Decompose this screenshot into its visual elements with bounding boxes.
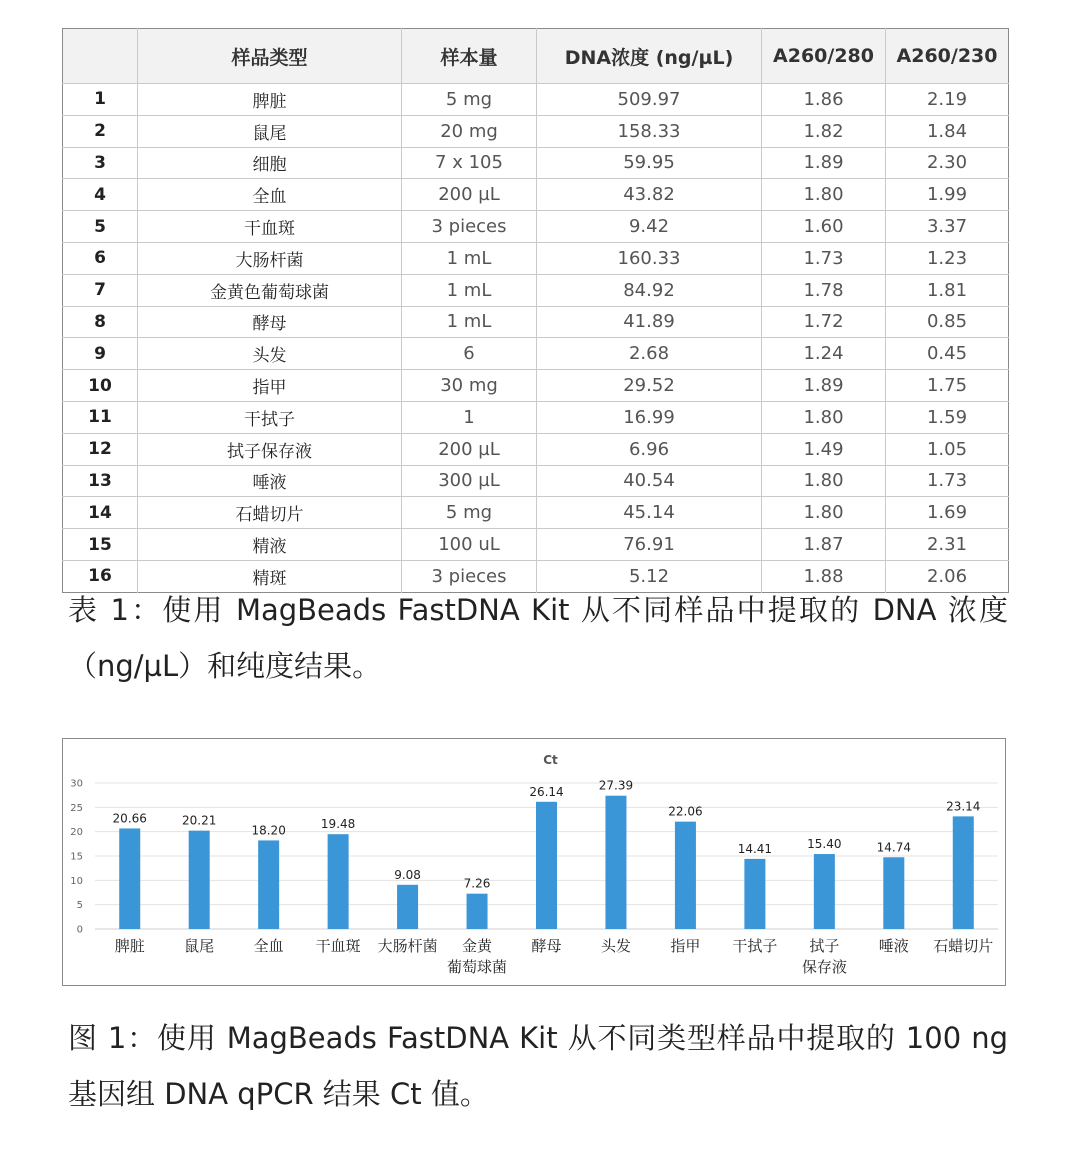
- cell-sample-amount: 1 mL: [402, 306, 537, 338]
- data-label: 19.48: [320, 817, 356, 832]
- cell-index: 3: [63, 147, 138, 179]
- cell-a260-230: 1.81: [886, 274, 1009, 306]
- cell-sample-type: 脾脏: [138, 84, 402, 116]
- y-tick-label: 30: [70, 778, 83, 790]
- cell-a260-280: 1.72: [762, 306, 886, 338]
- data-label: 14.41: [737, 841, 773, 856]
- category-label: 葡萄球菌: [447, 958, 508, 976]
- cell-sample-amount: 1 mL: [402, 242, 537, 274]
- category-label: 指甲: [670, 937, 701, 955]
- cell-a260-230: 1.05: [886, 433, 1009, 465]
- cell-index: 7: [63, 274, 138, 306]
- cell-a260-280: 1.89: [762, 370, 886, 402]
- table-row: [63, 338, 1009, 370]
- cell-a260-230: 1.59: [886, 401, 1009, 433]
- category-label: 干血斑: [315, 937, 361, 955]
- bar: [467, 894, 488, 929]
- cell-a260-230: 2.19: [886, 84, 1009, 116]
- chart-canvas: [63, 739, 1007, 987]
- table-row: [63, 242, 1009, 274]
- cell-sample-amount: 200 µL: [402, 179, 537, 211]
- bar: [814, 854, 835, 929]
- cell-dna-concentration: 5.12: [537, 560, 762, 592]
- cell-a260-280: 1.80: [762, 179, 886, 211]
- cell-a260-230: 0.85: [886, 306, 1009, 338]
- cell-a260-280: 1.88: [762, 560, 886, 592]
- table-row: [63, 147, 1009, 179]
- table-row: [63, 497, 1009, 529]
- cell-a260-280: 1.82: [762, 115, 886, 147]
- table-row: [63, 401, 1009, 433]
- data-label: 9.08: [394, 867, 421, 882]
- cell-sample-type: 头发: [138, 338, 402, 370]
- y-tick-label: 10: [70, 875, 83, 887]
- table-row: [63, 433, 1009, 465]
- y-tick-label: 20: [70, 827, 83, 839]
- cell-dna-concentration: 2.68: [537, 338, 762, 370]
- cell-dna-concentration: 6.96: [537, 433, 762, 465]
- category-label: 保存液: [801, 958, 847, 976]
- cell-index: 4: [63, 179, 138, 211]
- bar: [328, 834, 349, 929]
- table-header-row: [63, 29, 1009, 84]
- table-row: [63, 115, 1009, 147]
- category-label: 脾脏: [114, 937, 145, 955]
- cell-index: 2: [63, 115, 138, 147]
- category-label: 鼠尾: [184, 937, 215, 955]
- data-label: 26.14: [529, 784, 564, 799]
- cell-a260-280: 1.73: [762, 242, 886, 274]
- data-label: 18.20: [251, 823, 286, 838]
- cell-a260-230: 0.45: [886, 338, 1009, 370]
- cell-a260-280: 1.87: [762, 529, 886, 561]
- cell-a260-280: 1.49: [762, 433, 886, 465]
- cell-sample-type: 精液: [138, 529, 402, 561]
- cell-sample-amount: 7 x 105: [402, 147, 537, 179]
- cell-a260-280: 1.80: [762, 401, 886, 433]
- cell-a260-230: 1.69: [886, 497, 1009, 529]
- cell-sample-type: 酵母: [138, 306, 402, 338]
- cell-dna-concentration: 509.97: [537, 84, 762, 116]
- table-row: [63, 211, 1009, 243]
- cell-index: 9: [63, 338, 138, 370]
- cell-sample-type: 全血: [138, 179, 402, 211]
- header-sample-type: 样品类型: [138, 29, 402, 84]
- cell-dna-concentration: 84.92: [537, 274, 762, 306]
- data-label: 22.06: [668, 804, 703, 819]
- cell-sample-amount: 300 µL: [402, 465, 537, 497]
- bar: [883, 857, 904, 929]
- cell-a260-280: 1.86: [762, 84, 886, 116]
- bar: [397, 885, 418, 929]
- cell-sample-type: 金黄色葡萄球菌: [138, 274, 402, 306]
- header-a260-280: A260/280: [762, 29, 886, 84]
- cell-a260-230: 2.30: [886, 147, 1009, 179]
- table-row: [63, 306, 1009, 338]
- cell-sample-amount: 1: [402, 401, 537, 433]
- category-label: 头发: [600, 937, 631, 955]
- bar: [605, 796, 626, 929]
- cell-dna-concentration: 76.91: [537, 529, 762, 561]
- y-tick-label: 5: [76, 900, 83, 912]
- category-label: 大肠杆菌: [377, 937, 438, 955]
- cell-dna-concentration: 158.33: [537, 115, 762, 147]
- cell-a260-280: 1.60: [762, 211, 886, 243]
- data-label: 14.74: [876, 840, 911, 855]
- cell-sample-amount: 5 mg: [402, 84, 537, 116]
- data-label: 20.66: [112, 811, 147, 826]
- table-row: [63, 465, 1009, 497]
- category-label: 全血: [253, 937, 284, 955]
- table-row: [63, 370, 1009, 402]
- category-label: 干拭子: [732, 937, 778, 955]
- cell-index: 6: [63, 242, 138, 274]
- cell-sample-amount: 6: [402, 338, 537, 370]
- data-label: 23.14: [946, 799, 981, 814]
- cell-a260-280: 1.89: [762, 147, 886, 179]
- cell-dna-concentration: 43.82: [537, 179, 762, 211]
- bar: [119, 828, 140, 929]
- cell-dna-concentration: 9.42: [537, 211, 762, 243]
- table-row: [63, 529, 1009, 561]
- cell-a260-280: 1.80: [762, 497, 886, 529]
- cell-sample-type: 指甲: [138, 370, 402, 402]
- cell-a260-230: 1.73: [886, 465, 1009, 497]
- category-label: 唾液: [878, 937, 909, 955]
- figure-caption: 图 1：使用 MagBeads FastDNA Kit 从不同类型样品中提取的 100 ng 基因组 DNA qPCR 结果 Ct 值。: [68, 1021, 1008, 1111]
- cell-index: 15: [63, 529, 138, 561]
- header-index: [63, 29, 138, 84]
- header-a260-230: A260/230: [886, 29, 1009, 84]
- data-label: 20.21: [182, 813, 217, 828]
- cell-a260-230: 2.31: [886, 529, 1009, 561]
- cell-dna-concentration: 16.99: [537, 401, 762, 433]
- cell-sample-type: 干血斑: [138, 211, 402, 243]
- data-label: 15.40: [807, 837, 842, 852]
- cell-sample-type: 唾液: [138, 465, 402, 497]
- bar: [744, 859, 765, 929]
- table-row: [63, 84, 1009, 116]
- cell-sample-type: 大肠杆菌: [138, 242, 402, 274]
- cell-sample-type: 拭子保存液: [138, 433, 402, 465]
- y-tick-label: 15: [70, 851, 83, 863]
- y-tick-label: 0: [76, 924, 83, 936]
- sample-results-table: [62, 28, 1009, 593]
- table-body: [63, 84, 1009, 593]
- cell-dna-concentration: 40.54: [537, 465, 762, 497]
- cell-sample-amount: 1 mL: [402, 274, 537, 306]
- ct-bar-chart: [62, 738, 1006, 986]
- bar: [675, 822, 696, 929]
- cell-sample-type: 干拭子: [138, 401, 402, 433]
- category-label: 石蜡切片: [933, 937, 994, 955]
- header-dna-concentration: DNA浓度 (ng/µL): [537, 29, 762, 84]
- cell-index: 13: [63, 465, 138, 497]
- cell-sample-type: 细胞: [138, 147, 402, 179]
- cell-dna-concentration: 41.89: [537, 306, 762, 338]
- cell-a260-230: 3.37: [886, 211, 1009, 243]
- cell-sample-type: 精斑: [138, 560, 402, 592]
- cell-a260-230: 1.75: [886, 370, 1009, 402]
- cell-a260-230: 1.23: [886, 242, 1009, 274]
- category-label: 酵母: [531, 937, 562, 955]
- bar: [258, 840, 279, 929]
- cell-sample-amount: 3 pieces: [402, 211, 537, 243]
- cell-a260-230: 1.99: [886, 179, 1009, 211]
- cell-sample-amount: 20 mg: [402, 115, 537, 147]
- data-label: 7.26: [463, 876, 491, 891]
- cell-index: 12: [63, 433, 138, 465]
- cell-a260-230: 2.06: [926, 565, 968, 587]
- category-label: 金黄: [462, 937, 493, 955]
- cell-index: 5: [63, 211, 138, 243]
- cell-sample-amount: 100 uL: [402, 529, 537, 561]
- cell-a260-280: 1.80: [762, 465, 886, 497]
- cell-index: 10: [63, 370, 138, 402]
- category-label: 拭子: [809, 937, 840, 955]
- y-tick-label: 25: [70, 802, 83, 814]
- bar: [189, 831, 210, 929]
- table-row: [63, 179, 1009, 211]
- cell-dna-concentration: 59.95: [537, 147, 762, 179]
- cell-sample-amount: 200 µL: [402, 433, 537, 465]
- cell-index: 14: [63, 497, 138, 529]
- cell-index: 1: [63, 84, 138, 116]
- cell-sample-type: 鼠尾: [138, 115, 402, 147]
- data-label: 27.39: [598, 778, 634, 793]
- header-sample-amount: 样本量: [402, 29, 537, 84]
- cell-a260-280: 1.24: [762, 338, 886, 370]
- bar: [536, 802, 557, 929]
- cell-dna-concentration: 45.14: [537, 497, 762, 529]
- cell-sample-amount: 5 mg: [402, 497, 537, 529]
- cell-index: 11: [63, 401, 138, 433]
- cell-sample-amount: 3 pieces: [402, 560, 537, 592]
- cell-dna-concentration: 29.52: [537, 370, 762, 402]
- cell-index: 16: [63, 560, 138, 592]
- table-row: [63, 274, 1009, 306]
- chart-title: Ct: [543, 753, 558, 767]
- table-caption: 表 1：使用 MagBeads FastDNA Kit 从不同样品中提取的 DNA 浓度（ng/µL）和纯度结果。: [68, 593, 1008, 683]
- cell-index: 8: [63, 306, 138, 338]
- cell-sample-type: 石蜡切片: [138, 497, 402, 529]
- bar: [953, 816, 974, 929]
- cell-sample-amount: 30 mg: [402, 370, 537, 402]
- cell-a260-280: 1.78: [762, 274, 886, 306]
- cell-a260-230: 1.84: [886, 115, 1009, 147]
- cell-dna-concentration: 160.33: [537, 242, 762, 274]
